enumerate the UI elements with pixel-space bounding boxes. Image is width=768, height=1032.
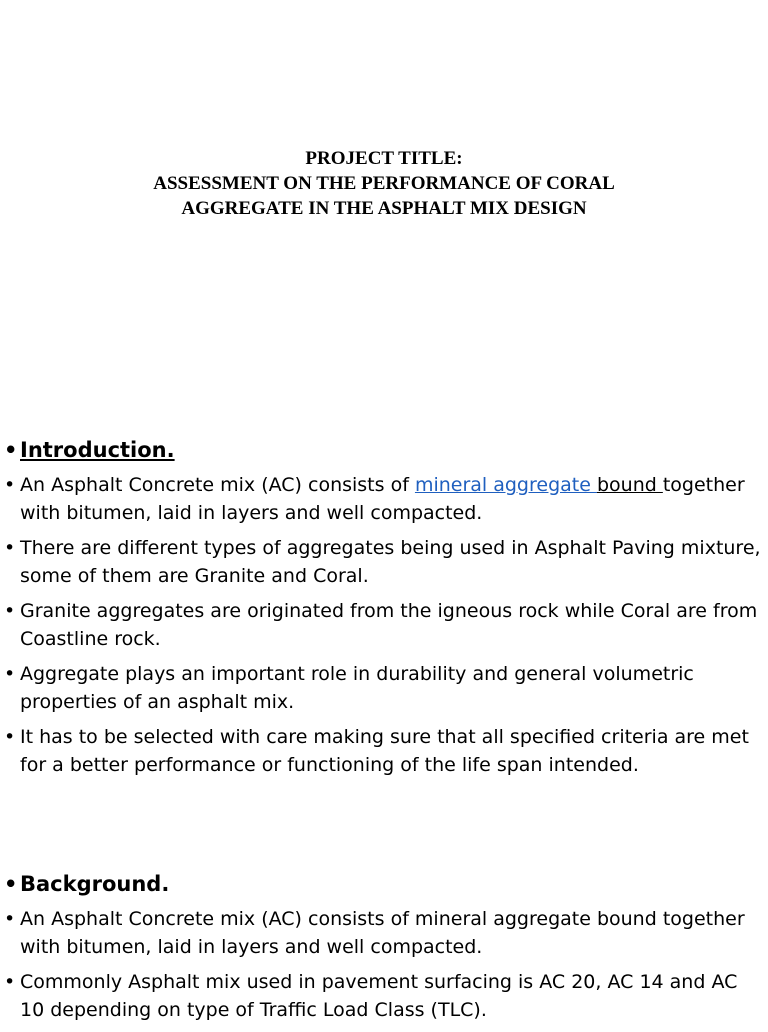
background-heading: [4, 870, 766, 898]
list-item: [4, 535, 766, 590]
bullet-marker: •: [4, 908, 16, 930]
bullet-marker: •: [4, 474, 16, 496]
title-line-1: ASSESSMENT ON THE PERFORMANCE OF CORAL: [153, 173, 615, 194]
list-item: [4, 472, 766, 527]
bullet-marker: •: [4, 438, 18, 462]
bullet-marker: •: [4, 663, 16, 685]
bullet-marker: •: [4, 726, 16, 748]
bullet-marker: •: [4, 872, 18, 896]
bullet-marker: •: [4, 600, 16, 622]
title-line-2: AGGREGATE IN THE ASPHALT MIX DESIGN: [181, 198, 587, 219]
list-item: [4, 598, 766, 653]
list-item: [4, 906, 766, 961]
bullet-marker: •: [4, 537, 16, 559]
list-item: [4, 661, 766, 716]
background-section: [4, 870, 766, 1032]
bullet-text: There are different types of aggregates being used in Asphalt Paving mixture, some of them are Granite and Coral.: [20, 537, 761, 587]
bullet-text: Granite aggregates are originated from the igneous rock while Coral are from Coastline rock.: [20, 600, 758, 650]
introduction-heading: [4, 436, 766, 464]
mineral-aggregate-link[interactable]: mineral aggregate: [414, 474, 597, 496]
introduction-section: [4, 436, 766, 787]
bullet-text: Commonly Asphalt mix used in pavement surfacing is AC 20, AC 14 and AC 10 depending on type of Traffic Load Class (TLC).: [20, 971, 738, 1021]
bullet-text: It has to be selected with care making sure that all specified criteria are met for a better performance or functioning of the life span intended.: [20, 726, 749, 776]
list-item: [4, 724, 766, 779]
bullet-text: An Asphalt Concrete mix (AC) consists of: [20, 474, 415, 496]
bullet-marker: •: [4, 971, 16, 993]
bullet-text: An Asphalt Concrete mix (AC) consists of mineral aggregate bound together with bitumen, laid in layers and well compacted.: [20, 908, 745, 958]
title-label: PROJECT TITLE:: [305, 148, 463, 169]
bullet-text: together with bitumen, laid in layers and well compacted.: [20, 474, 745, 524]
list-item: [4, 969, 766, 1024]
introduction-heading-text: Introduction.: [20, 438, 175, 462]
underlined-text: bound: [596, 474, 663, 496]
bullet-text: Aggregate plays an important role in durability and general volumetric properties of an asphalt mix.: [20, 663, 694, 713]
background-heading-text: Background.: [20, 872, 170, 896]
project-title-block: [0, 146, 768, 221]
